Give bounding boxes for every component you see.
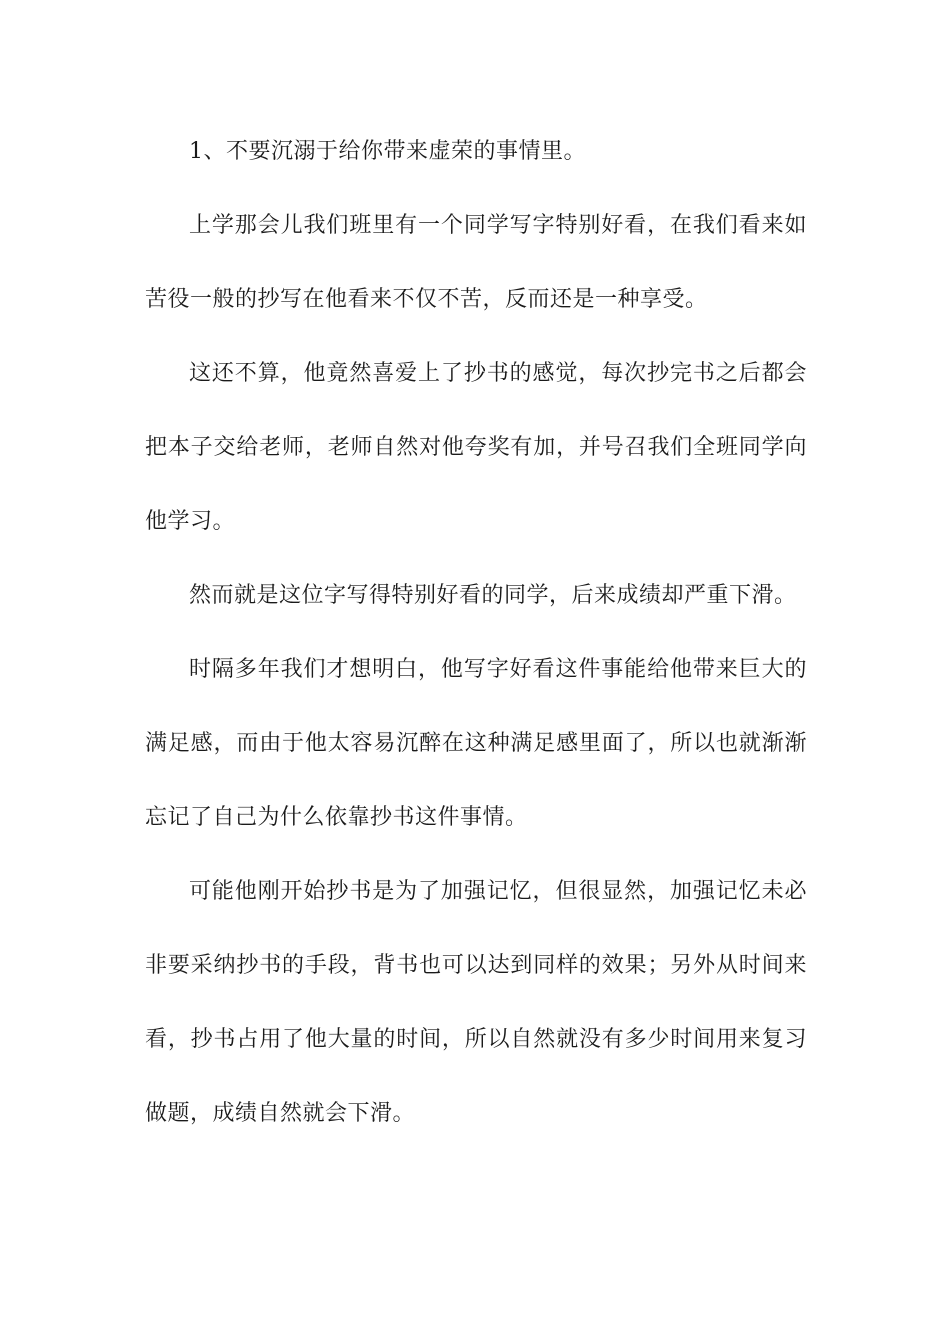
paragraph: 可能他刚开始抄书是为了加强记忆，但很显然，加强记忆未必非要采纳抄书的手段，背书也可以达到同样的效果；另外从时间来看，抄书占用了他大量的时间，所以自然就没有多少时间用来复习做题，成绩自然就会下滑。	[145, 879, 807, 1126]
paragraph: 上学那会儿我们班里有一个同学写字特别好看，在我们看来如苦役一般的抄写在他看来不仅不苦，反而还是一种享受。	[145, 213, 807, 312]
paragraph: 然而就是这位字写得特别好看的同学，后来成绩却严重下滑。	[189, 583, 797, 608]
document-body	[145, 115, 807, 1151]
paragraph: 时隔多年我们才想明白，他写字好看这件事能给他带来巨大的满足感，而由于他太容易沉醉在这种满足感里面了，所以也就渐渐忘记了自己为什么依靠抄书这件事情。	[145, 657, 807, 830]
paragraph: 这还不算，他竟然喜爱上了抄书的感觉，每次抄完书之后都会把本子交给老师，老师自然对他夸奖有加，并号召我们全班同学向他学习。	[145, 361, 807, 534]
paragraph-heading-point-1: 1、不要沉溺于给你带来虚荣的事情里。	[189, 139, 586, 164]
